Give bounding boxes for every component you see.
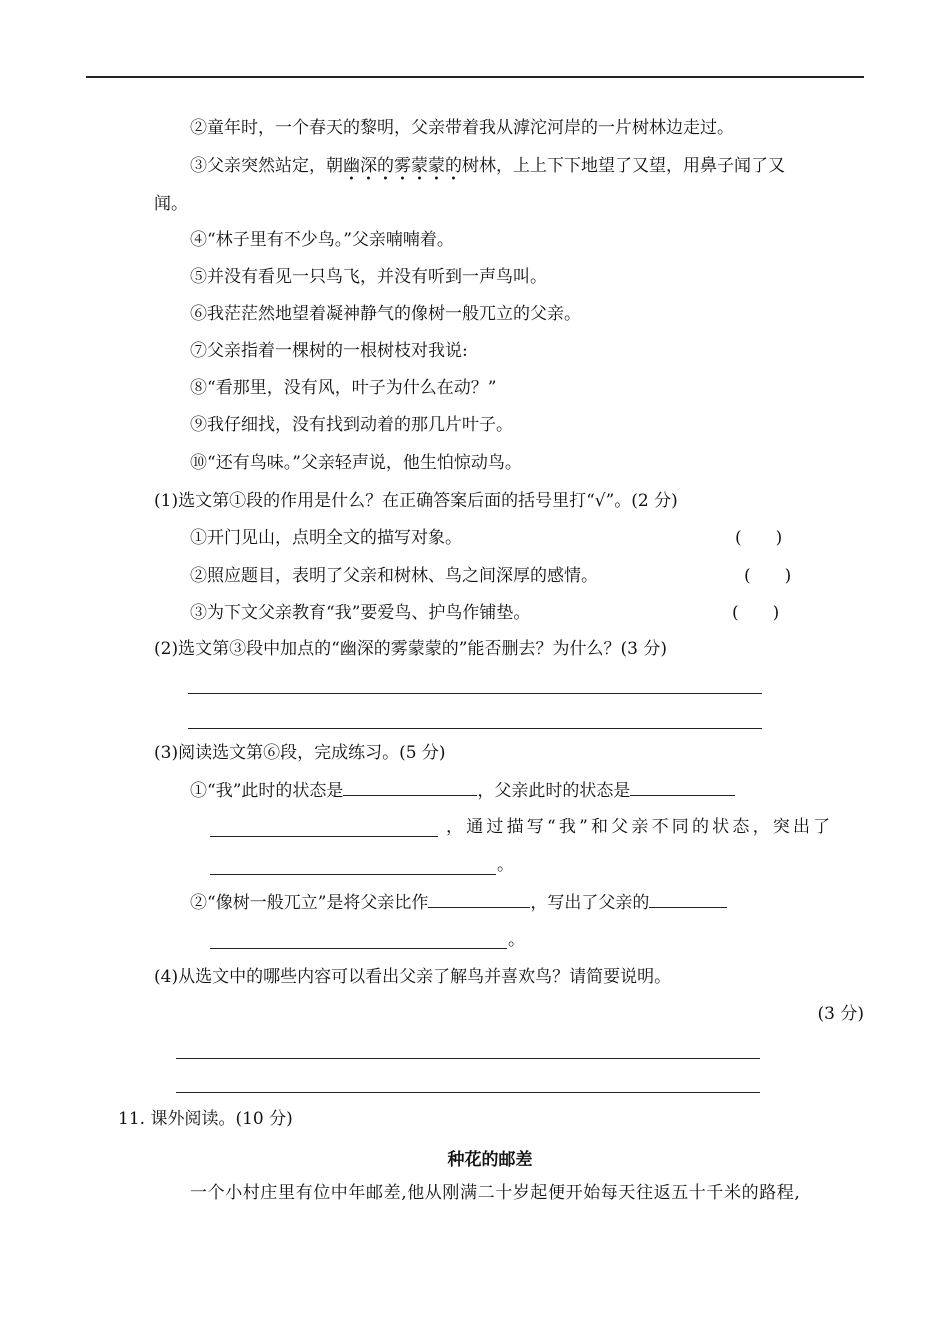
q3-2-text-a: ②“像树一般兀立”是将父亲比作	[190, 893, 429, 913]
fill-blank[interactable]	[630, 779, 735, 796]
section-11-heading: 11. 课外阅读。(10 分)	[118, 1109, 293, 1129]
paragraph-6: ⑥我茫茫然地望着凝神静气的像树一般兀立的父亲。	[190, 304, 581, 324]
q1-option-1: ①开门见山，点明全文的描写对象。	[190, 528, 462, 548]
paragraph-3-continued: 闻。	[154, 194, 188, 214]
paragraph-9: ⑨我仔细找，没有找到动着的那几片叶子。	[190, 415, 513, 435]
dotted-char: 蒙 •	[428, 156, 445, 185]
question-4: (4)从选文中的哪些内容可以看出父亲了解鸟并喜欢鸟？请简要说明。	[154, 967, 672, 987]
q1-option-2: ②照应题目，表明了父亲和树林、鸟之间深厚的感情。	[190, 566, 598, 586]
q3-part-1-line-1	[190, 779, 735, 802]
fill-blank[interactable]	[649, 891, 727, 908]
reading-title: 种花的邮差	[447, 1150, 533, 1170]
answer-paren-3[interactable]: ( )	[732, 603, 780, 623]
paragraph-4: ④“林子里有不少鸟。”父亲喃喃着。	[190, 230, 454, 250]
emphasized-phrase	[343, 156, 462, 185]
dotted-char: 幽 •	[343, 156, 360, 185]
dotted-char: 的 •	[445, 156, 462, 185]
q3-part-2-line-1	[190, 891, 727, 914]
paragraph-7: ⑦父亲指着一棵树的一根树枝对我说:	[190, 341, 468, 361]
q4-score: (3 分)	[817, 1004, 864, 1024]
answer-line[interactable]	[176, 1058, 760, 1059]
paragraph-5: ⑤并没有看见一只鸟飞，并没有听到一声鸟叫。	[190, 267, 547, 287]
fill-blank[interactable]	[210, 874, 496, 875]
answer-paren-2[interactable]: ( )	[744, 566, 792, 586]
paragraph-10: ⑩“还有鸟味。”父亲轻声说，他生怕惊动鸟。	[190, 453, 522, 473]
fill-blank[interactable]	[428, 891, 530, 908]
q3-1-text-c: ，通过描写“我”和父亲不同的状态，突出了	[446, 817, 834, 837]
dotted-char: 的 •	[377, 156, 394, 185]
q3-1-text-b: ，父亲此时的状态是	[477, 781, 631, 801]
fill-blank[interactable]	[210, 948, 507, 949]
q1-option-3: ③为下文父亲教育“我”要爱鸟、护鸟作铺垫。	[190, 603, 531, 623]
question-3: (3)阅读选文第⑥段，完成练习。(5 分)	[154, 743, 446, 763]
dotted-char: 深 •	[360, 156, 377, 185]
paragraph-3	[190, 155, 785, 185]
dotted-char: 雾 •	[394, 156, 411, 185]
q3-2-text-c: 。	[508, 930, 525, 950]
fill-blank[interactable]	[343, 779, 477, 796]
question-1: (1)选文第①段的作用是什么？在正确答案后面的括号里打“√”。(2 分)	[154, 491, 678, 511]
q3-2-text-b: ，写出了父亲的	[530, 893, 650, 913]
q3-1-text-a: ①“我”此时的状态是	[190, 781, 344, 801]
paragraph-3-post: 树林，上上下下地望了又望，用鼻子闻了又	[462, 156, 785, 176]
paragraph-2: ②童年时，一个春天的黎明，父亲带着我从滹沱河岸的一片树林边走过。	[190, 118, 734, 138]
dotted-char: 蒙 •	[411, 156, 428, 185]
answer-line[interactable]	[176, 1092, 760, 1093]
fill-blank[interactable]	[210, 836, 438, 837]
reading-first-line: 一个小村庄里有位中年邮差,他从刚满二十岁起便开始每天往返五十千米的路程,	[190, 1183, 801, 1203]
answer-line[interactable]	[188, 728, 762, 729]
paragraph-3-pre: ③父亲突然站定，朝	[190, 156, 343, 176]
header-rule	[86, 76, 864, 78]
answer-line[interactable]	[188, 693, 762, 694]
q3-1-text-d: 。	[497, 855, 514, 875]
question-2: (2)选文第③段中加点的“幽深的雾蒙蒙的”能否删去？为什么？(3 分)	[154, 639, 667, 659]
answer-paren-1[interactable]: ( )	[735, 528, 783, 548]
paragraph-8: ⑧“看那里，没有风，叶子为什么在动？”	[190, 378, 497, 398]
